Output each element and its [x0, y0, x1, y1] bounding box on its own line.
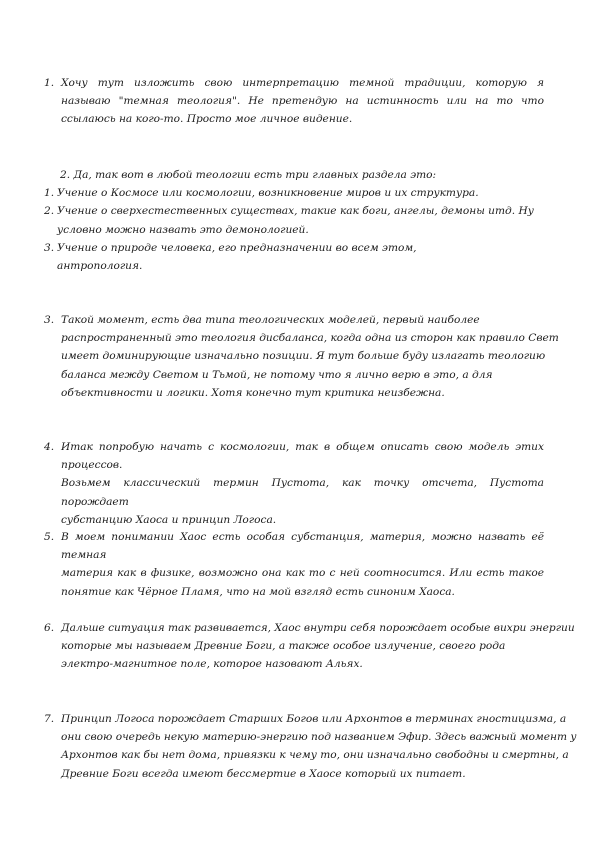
paragraph-line: они свою очередь некую материю-энергию под названием Эфир. Здесь важный момент у: [61, 731, 577, 744]
paragraph-line: называю "темная теология". Не претендую на истинность или на то что: [61, 95, 544, 108]
list-item-line: Учение о сверхестественных существах, такие как боги, ангелы, демоны итд. Ну: [57, 205, 534, 218]
paragraph-1: [44, 74, 544, 129]
paragraph-number: 1.: [44, 77, 55, 89]
paragraph-number: 7.: [44, 713, 55, 725]
paragraph-line: электро-магнитное поле, которое назовают Альях.: [61, 658, 363, 671]
paragraph-number: 6.: [44, 622, 55, 634]
paragraph-7: [44, 710, 577, 783]
paragraph-6: [44, 619, 575, 674]
paragraph-line: объективности и логики. Хотя конечно тут критика неизбежна.: [61, 386, 445, 399]
paragraph-line: Принцип Логоса порождает Старших Богов или Архонтов в терминах гностицизма, а: [61, 713, 567, 725]
list-item-number: 3.: [44, 241, 55, 254]
paragraph-line: Возьмем классический термин Пустота, как точку отсчета, Пустота порождает: [61, 477, 544, 508]
list-item-number: 2.: [44, 205, 55, 218]
list-item-number: 1.: [44, 187, 55, 200]
paragraph-2: [44, 166, 544, 275]
paragraph-line: Итак попробую начать с космологии, так в общем описать свою модель этих процессов.: [61, 441, 544, 472]
paragraph-number: 4.: [44, 441, 55, 453]
paragraph-line: ссылаюсь на кого-то. Просто мое личное видение.: [61, 113, 353, 126]
paragraph-line: Архонтов как бы нет дома, привязки к чему то, они изначально свободны и смертны, а: [61, 749, 569, 762]
paragraph-line: которые мы называем Древние Боги, а также особое излучение, своего рода: [61, 640, 506, 653]
paragraph-line: баланса между Светом и Тьмой, не потому что я лично верю в это, а для: [61, 368, 493, 381]
paragraph-5: [44, 528, 544, 601]
paragraph-intro: 2. Да, так вот в любой теологии есть три главных раздела это:: [60, 169, 437, 181]
list-item: [44, 202, 544, 238]
paragraph-line: Хочу тут изложить свою интерпретацию темной традиции, которую я: [61, 77, 544, 89]
list-item-line: Учение о природе человека, его предназначении во всем этом,: [57, 241, 417, 254]
list-item: [44, 239, 544, 275]
list-item-line: условно можно назвать это демонологией.: [57, 223, 309, 236]
paragraph-line: В моем понимании Хаос есть особая субстанция, материя, можно назвать её темная: [61, 531, 544, 562]
list-item-line: антропология.: [57, 260, 143, 273]
paragraph-line: имеет доминирующие изначально позиции. Я тут больше буду излагать теологию: [61, 350, 546, 363]
paragraph-line: понятие как Чёрное Пламя, что на мой взгляд есть синоним Хаоса.: [61, 585, 455, 598]
list-item-line: Учение о Космосе или космологии, возникновение миров и их структура.: [57, 187, 479, 200]
paragraph-3: [44, 311, 559, 402]
paragraph-line: Древние Боги всегда имеют бессмертие в Хаосе который их питает.: [61, 767, 466, 780]
paragraph-line: материя как в физике, возможно она как то с ней соотносится. Или есть такое: [61, 567, 544, 580]
paragraph-number: 3.: [44, 314, 55, 326]
paragraph-number: 5.: [44, 531, 55, 543]
list-item: [44, 184, 544, 202]
paragraph-line: Такой момент, есть два типа теологических моделей, первый наиболее: [61, 314, 480, 326]
paragraph-line: субстанцию Хаоса и принцип Логоса.: [61, 513, 277, 526]
paragraph-line: Дальше ситуация так развивается, Хаос внутри себя порождает особые вихри энергии: [61, 622, 575, 634]
paragraph-4: [44, 438, 544, 529]
paragraph-line: распространенный это теология дисбаланса, когда одна из сторон как правило Свет: [61, 332, 559, 345]
